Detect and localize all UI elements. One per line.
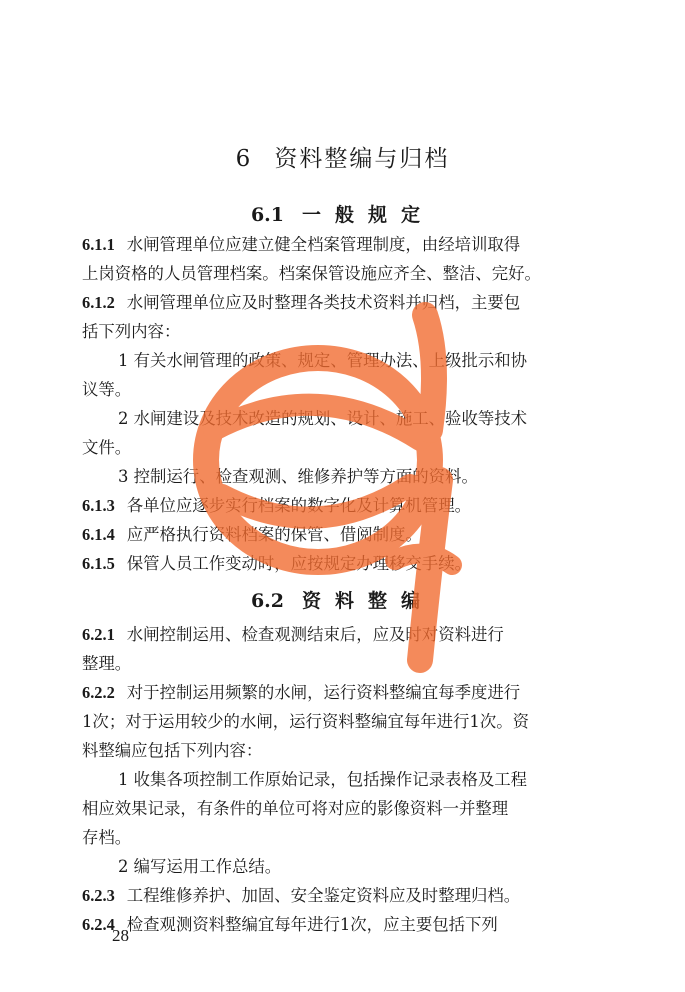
clause-line: 6.2.4 检查观测资料整编宜每年进行1次，应主要包括下列 xyxy=(82,915,498,934)
clause-line: 6.1.4 应严格执行资料档案的保管、借阅制度。 xyxy=(82,525,422,544)
clause-line: 6.1.2 水闸管理单位应及时整理各类技术资料并归档，主要包 xyxy=(82,293,521,312)
text-line: 1次；对于运用较少的水闸，运行资料整编宜每年进行1次。资 xyxy=(82,712,530,731)
chapter-number: 6 xyxy=(235,146,253,172)
text-line: 上岗资格的人员管理档案。档案保管设施应齐全、整洁、完好。 xyxy=(82,264,541,283)
text-line: 相应效果记录，有条件的单位可将对应的影像资料一并整理 xyxy=(82,799,509,818)
clause-line: 6.1.3 各单位应逐步实行档案的数字化及计算机管理。 xyxy=(82,496,471,515)
chapter-title xyxy=(0,140,685,173)
text-line: 议等。 xyxy=(82,380,132,399)
list-item: 2 水闸建设及技术改造的规划、设计、施工、验收等技术 xyxy=(118,409,528,428)
clause-line: 6.2.1 水闸控制运用、检查观测结束后，应及时对资料进行 xyxy=(82,625,504,644)
list-item: 1 收集各项控制工作原始记录，包括操作记录表格及工程 xyxy=(118,770,528,789)
text-line: 料整编应包括下列内容： xyxy=(82,741,263,760)
chapter-title-text: 资料整编与归档 xyxy=(274,146,450,172)
list-item: 2 编写运用工作总结。 xyxy=(118,857,282,876)
clause-line: 6.2.3 工程维修养护、加固、安全鉴定资料应及时整理归档。 xyxy=(82,886,521,905)
text-line: 存档。 xyxy=(82,828,132,847)
list-item: 3 控制运行、检查观测、维修养护等方面的资料。 xyxy=(118,467,478,486)
page-number: 28 xyxy=(112,926,129,945)
clause-line: 6.1.1 水闸管理单位应建立健全档案管理制度，由经培训取得 xyxy=(82,235,521,254)
section-title-6-1: 6.1 一般规定 xyxy=(250,204,435,226)
clause-line: 6.1.5 保管人员工作变动时，应按规定办理移交手续。 xyxy=(82,554,471,573)
text-line: 整理。 xyxy=(82,654,132,673)
text-line: 括下列内容： xyxy=(82,322,181,341)
text-line: 文件。 xyxy=(82,438,132,457)
section-title-6-2: 6.2 资料整编 xyxy=(250,590,435,612)
list-item: 1 有关水闸管理的政策、规定、管理办法、上级批示和协 xyxy=(118,351,528,370)
clause-line: 6.2.2 对于控制运用频繁的水闸，运行资料整编宜每季度进行 xyxy=(82,683,521,702)
